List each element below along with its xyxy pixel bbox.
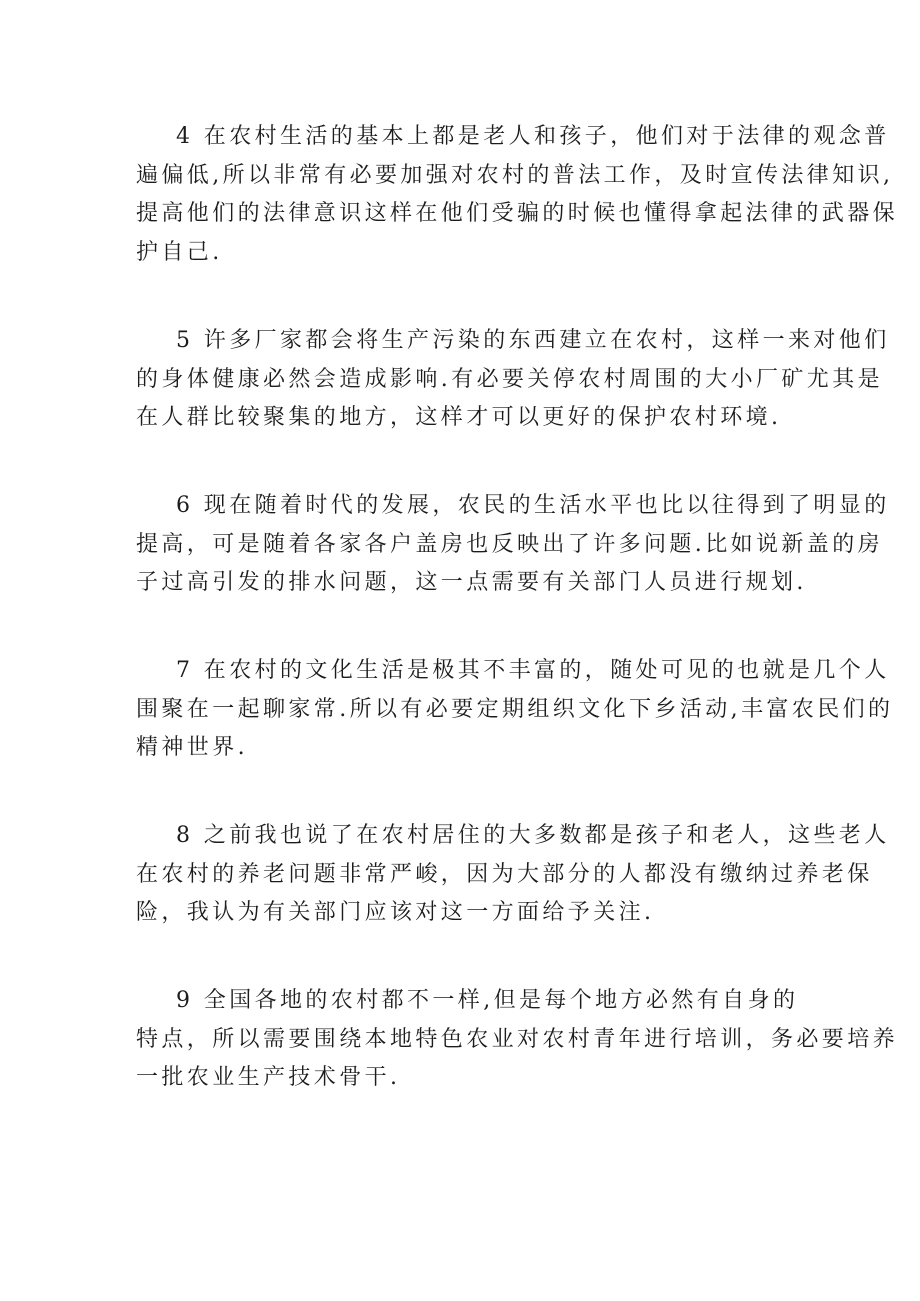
paragraph-7: [136, 652, 894, 768]
paragraph-line: 5 许多厂家都会将生产污染的东西建立在农村，这样一来对他们: [176, 328, 890, 353]
paragraph-line: 提高，可是随着各家各户盖房也反映出了许多问题.比如说新盖的房: [136, 531, 883, 557]
paragraph-line: 4 在农村生活的基本上都是老人和孩子，他们对于法律的观念普: [176, 124, 890, 149]
paragraph-line: 特点，所以需要围绕本地特色农业对农村青年进行培训，务必要培养: [136, 1026, 899, 1052]
paragraph-line: 子过高引发的排水问题，这一点需要有关部门人员进行规划.: [136, 570, 807, 595]
paragraph-line: 7 在农村的文化生活是极其不丰富的，随处可见的也就是几个人: [176, 658, 890, 683]
paragraph-line: 遍偏低,所以非常有必要加强对农村的普法工作，及时宣传法律知识,: [136, 162, 894, 188]
paragraph-9: [136, 982, 899, 1098]
paragraph-line: 9 全国各地的农村都不一样,但是每个地方必然有自身的: [176, 988, 799, 1013]
paragraph-line: 提高他们的法律意识这样在他们受骗的时候也懂得拿起法律的武器保: [136, 201, 899, 226]
paragraph-line: 6 现在随着时代的发展，农民的生活水平也比以往得到了明显的: [176, 493, 890, 518]
paragraph-line: 一批农业生产技术骨干.: [136, 1065, 401, 1090]
paragraph-line: 8 之前我也说了在农村居住的大多数都是孩子和老人，这些老人: [176, 823, 890, 848]
paragraph-line: 围聚在一起聊家常.所以有必要定期组织文化下乡活动,丰富农民们的: [136, 696, 894, 722]
paragraph-4: [136, 118, 899, 272]
paragraph-5: [136, 322, 890, 438]
paragraph-line: 精神世界.: [136, 735, 248, 760]
paragraph-line: 在农村的养老问题非常严峻，因为大部分的人都没有缴纳过养老保: [136, 861, 873, 887]
paragraph-line: 的身体健康必然会造成影响.有必要关停农村周围的大小厂矿尤其是: [136, 366, 883, 392]
paragraph-line: 护自己.: [136, 239, 223, 265]
paragraph-line: 险，我认为有关部门应该对这一方面给予关注.: [136, 900, 655, 925]
paragraph-6: [136, 487, 890, 603]
paragraph-line: 在人群比较聚集的地方，这样才可以更好的保护农村环境.: [136, 405, 782, 430]
paragraph-8: [136, 817, 890, 933]
